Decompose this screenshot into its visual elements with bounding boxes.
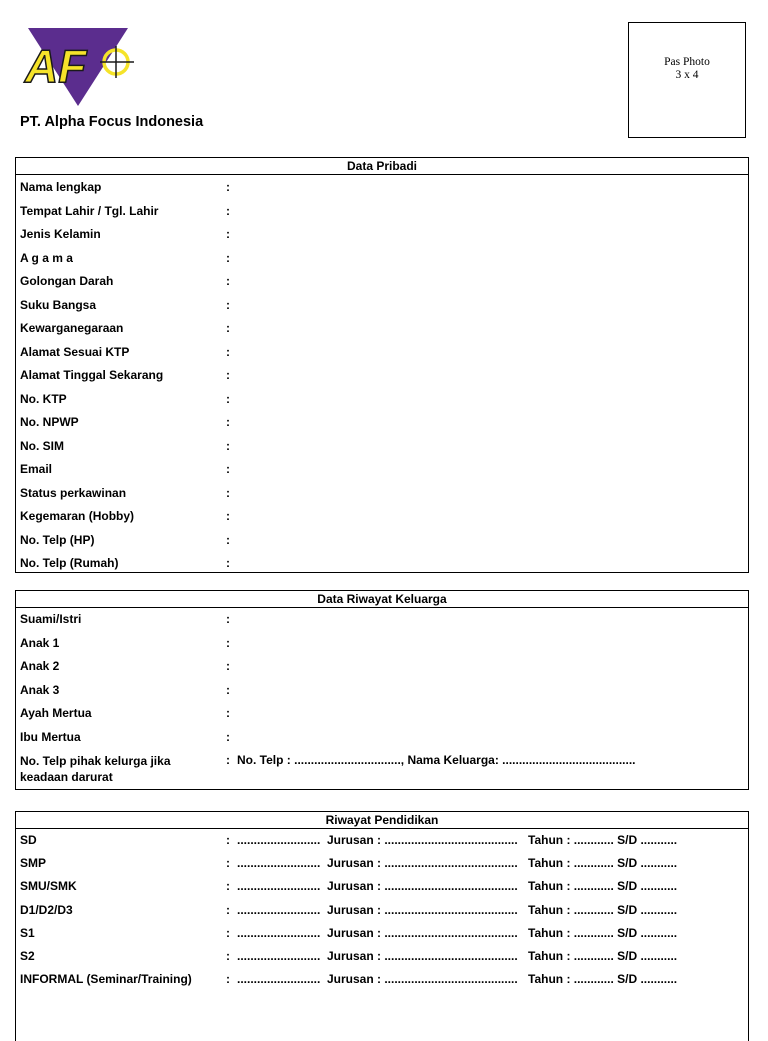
year-range-blank: Tahun : ............ S/D ........... (528, 948, 678, 963)
form-row (16, 632, 748, 656)
form-row (16, 726, 748, 750)
field-label: Ibu Mertua (20, 729, 81, 744)
field-label: Alamat Sesuai KTP (20, 344, 130, 359)
major-blank: Jurusan : ........................................ (327, 879, 518, 894)
field-colon: : (226, 344, 230, 359)
major-blank: Jurusan : ........................................ (327, 925, 518, 940)
form-row (16, 608, 748, 632)
education-level-label: INFORMAL (Seminar/Training) (20, 972, 192, 987)
school-name-blank: ......................... (237, 972, 321, 987)
field-colon: : (226, 438, 230, 453)
section-data-pribadi (15, 157, 749, 573)
logo-letters: AF (25, 40, 87, 92)
major-blank: Jurusan : ........................................ (327, 902, 518, 917)
year-range-blank: Tahun : ............ S/D ........... (528, 879, 678, 894)
major-blank: Jurusan : ........................................ (327, 948, 518, 963)
field-colon: : (226, 274, 230, 288)
form-row (16, 435, 748, 459)
section-title: Riwayat Pendidikan (16, 812, 748, 829)
form-row (16, 247, 748, 271)
form-row (16, 552, 748, 576)
field-label: Jenis Kelamin (20, 227, 101, 241)
education-level-label: S1 (20, 925, 35, 940)
education-level-label: S2 (20, 948, 35, 963)
field-label: Anak 1 (20, 635, 60, 650)
education-row (16, 852, 748, 875)
year-range-blank: Tahun : ............ S/D ........... (528, 902, 678, 917)
field-value: No. Telp : ................................, Nama Keluarga: ........................................ (237, 753, 636, 767)
field-colon: : (226, 706, 230, 720)
photo-caption: Pas Photo (664, 56, 710, 68)
field-label: Alamat Tinggal Sekarang (20, 368, 164, 382)
education-row (16, 829, 748, 852)
section-data-keluarga (15, 590, 749, 790)
field-label: Tempat Lahir / Tgl. Lahir (20, 203, 159, 218)
form-row (16, 223, 748, 247)
form-row (16, 364, 748, 388)
field-label: Kegemaran (Hobby) (20, 509, 135, 523)
form-row (16, 482, 748, 506)
form-row (16, 679, 748, 703)
emergency-contact-row (16, 749, 748, 787)
field-label: Status perkawinan (20, 485, 127, 500)
form-row (16, 505, 748, 529)
education-row (16, 875, 748, 898)
field-label: Anak 2 (20, 659, 60, 673)
field-label: Ayah Mertua (20, 706, 92, 720)
section-title: Data Pribadi (16, 158, 748, 175)
school-name-blank: ......................... (237, 833, 321, 847)
field-label: No. Telp (HP) (20, 532, 95, 547)
field-label: A g a m a (20, 250, 73, 265)
field-colon: : (226, 250, 230, 265)
field-label: Anak 3 (20, 682, 60, 697)
field-colon: : (226, 925, 230, 940)
school-name-blank: ......................... (237, 879, 321, 894)
field-colon: : (226, 509, 230, 523)
form-row (16, 294, 748, 318)
field-colon: : (226, 659, 230, 673)
form-row (16, 458, 748, 482)
field-label: No. Telp pihak kelurga jika keadaan darurat (20, 754, 171, 784)
school-name-blank: ......................... (237, 902, 321, 917)
field-label: Golongan Darah (20, 274, 114, 288)
field-label: Email (20, 462, 53, 476)
form-row (16, 200, 748, 224)
field-label: Suku Bangsa (20, 297, 97, 312)
field-colon: : (226, 180, 230, 194)
education-row (16, 922, 748, 945)
field-colon: : (226, 972, 230, 987)
form-row (16, 529, 748, 553)
field-colon: : (226, 902, 230, 917)
education-level-label: SD (20, 833, 37, 847)
field-colon: : (226, 391, 230, 406)
field-label: Kewarganegaraan (20, 321, 124, 335)
field-colon: : (226, 948, 230, 963)
section-riwayat-pendidikan (15, 811, 749, 1041)
field-colon: : (226, 729, 230, 744)
field-label: Nama lengkap (20, 180, 102, 194)
education-level-label: SMU/SMK (20, 879, 77, 894)
form-row (16, 411, 748, 435)
field-colon: : (226, 203, 230, 218)
field-label: No. NPWP (20, 415, 79, 429)
field-label: Suami/Istri (20, 612, 82, 626)
field-label: No. KTP (20, 391, 67, 406)
year-range-blank: Tahun : ............ S/D ........... (528, 833, 678, 847)
form-row (16, 655, 748, 679)
field-colon: : (226, 833, 230, 847)
form-row (16, 702, 748, 726)
year-range-blank: Tahun : ............ S/D ........... (528, 972, 678, 987)
form-row (16, 317, 748, 341)
photo-size: 3 x 4 (675, 69, 699, 81)
school-name-blank: ......................... (237, 948, 321, 963)
field-colon: : (226, 682, 230, 697)
major-blank: Jurusan : ........................................ (327, 972, 518, 987)
field-colon: : (226, 556, 230, 570)
field-colon: : (226, 879, 230, 894)
education-row (16, 899, 748, 922)
education-row (16, 945, 748, 968)
field-colon: : (226, 368, 230, 382)
field-colon: : (226, 753, 230, 767)
field-colon: : (226, 321, 230, 335)
company-logo (20, 26, 138, 108)
education-level-label: SMP (20, 856, 47, 871)
form-row (16, 341, 748, 365)
education-row (16, 968, 748, 991)
field-colon: : (226, 635, 230, 650)
field-colon: : (226, 532, 230, 547)
field-label: No. SIM (20, 438, 64, 453)
major-blank: Jurusan : ........................................ (327, 856, 518, 871)
field-colon: : (226, 485, 230, 500)
form-row (16, 388, 748, 412)
field-label: No. Telp (Rumah) (20, 556, 119, 570)
field-colon: : (226, 462, 230, 476)
year-range-blank: Tahun : ............ S/D ........... (528, 856, 678, 871)
company-name: PT. Alpha Focus Indonesia (20, 114, 204, 130)
form-row (16, 270, 748, 294)
photo-placeholder (628, 22, 746, 138)
field-colon: : (226, 856, 230, 871)
school-name-blank: ......................... (237, 856, 321, 871)
field-colon: : (226, 297, 230, 312)
education-level-label: D1/D2/D3 (20, 902, 73, 917)
field-colon: : (226, 227, 230, 241)
major-blank: Jurusan : ........................................ (327, 833, 518, 847)
field-colon: : (226, 415, 230, 429)
year-range-blank: Tahun : ............ S/D ........... (528, 925, 678, 940)
form-row (16, 176, 748, 200)
section-title: Data Riwayat Keluarga (16, 591, 748, 608)
school-name-blank: ......................... (237, 925, 321, 940)
field-colon: : (226, 612, 230, 626)
